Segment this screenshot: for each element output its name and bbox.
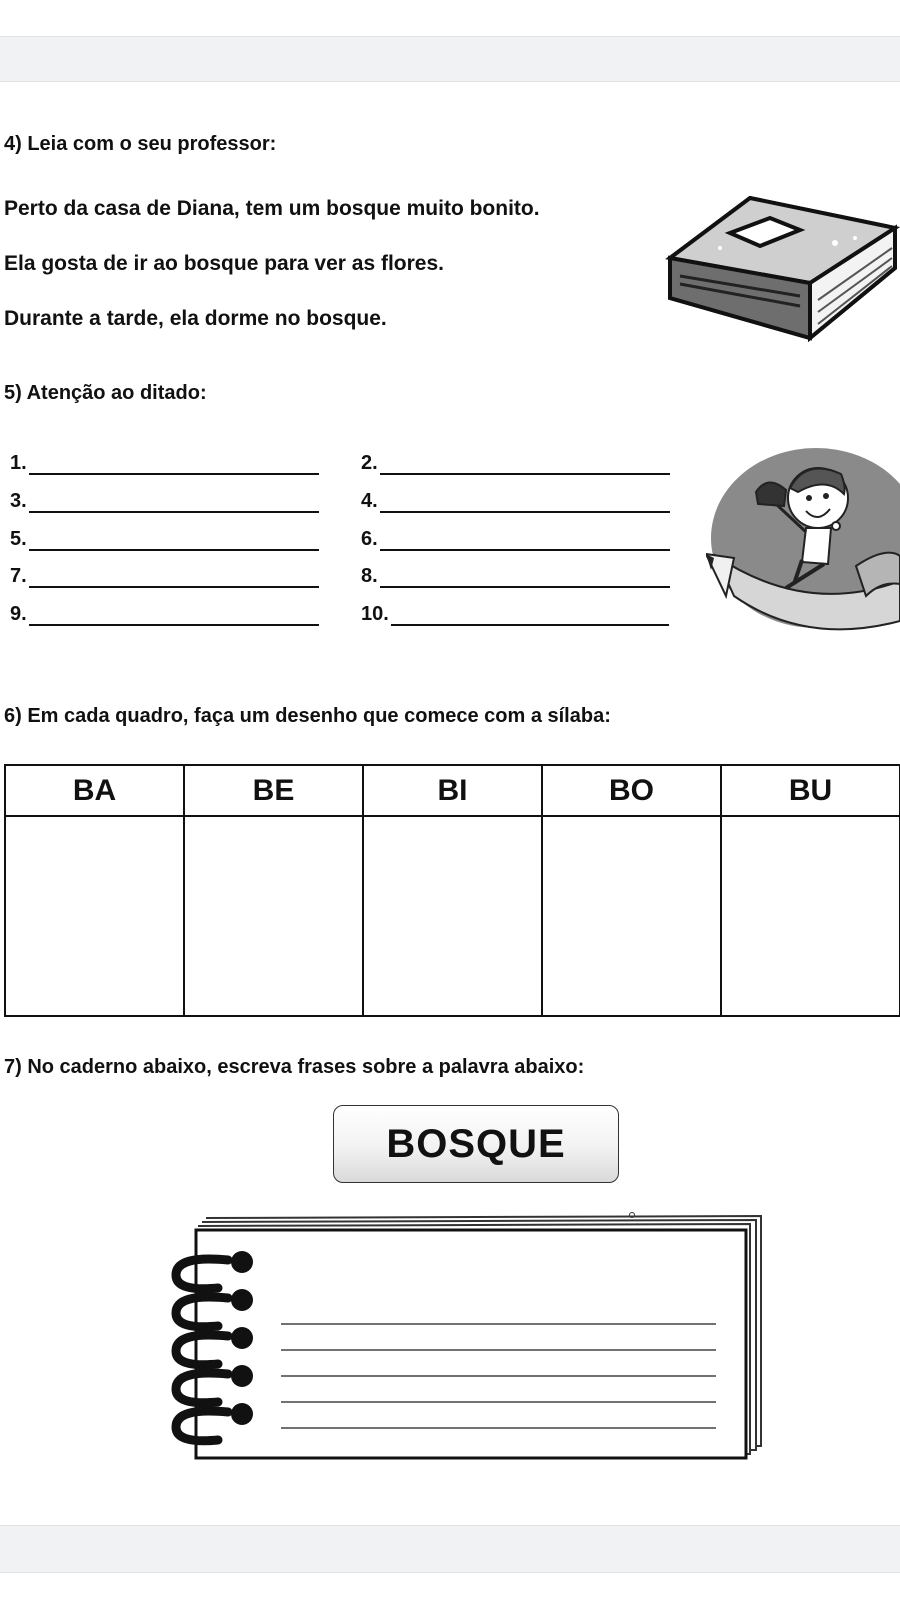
answer-line[interactable] (391, 606, 669, 626)
dictation-item-8 (361, 565, 670, 588)
bottom-toolbar-strip (0, 1525, 900, 1573)
dictation-number: 6. (361, 528, 378, 550)
answer-line[interactable] (29, 455, 319, 475)
dictation-item-6 (361, 528, 670, 551)
syllable-header: BO (542, 765, 721, 816)
spiral-notebook-icon (156, 1210, 776, 1472)
drawing-box[interactable] (184, 816, 363, 1016)
reading-line-3: Durante a tarde, ela dorme no bosque. (4, 307, 387, 330)
answer-line[interactable] (380, 455, 670, 475)
dictation-item-4 (361, 490, 670, 513)
question-6-title: 6) Em cada quadro, faça um desenho que comece com a sílaba: (4, 705, 611, 727)
question-7-title: 7) No caderno abaixo, escreva frases sobre a palavra abaixo: (4, 1056, 585, 1078)
answer-line[interactable] (380, 531, 670, 551)
answer-line[interactable] (29, 568, 319, 588)
answer-line[interactable] (380, 493, 670, 513)
drawing-box[interactable] (542, 816, 721, 1016)
reading-line-2: Ela gosta de ir ao bosque para ver as flores. (4, 252, 444, 275)
dictation-item-5 (10, 528, 319, 551)
dictation-item-9 (10, 603, 319, 626)
dictation-item-1 (10, 452, 319, 475)
question-5-title: 5) Atenção ao ditado: (4, 382, 207, 404)
top-toolbar-strip (0, 36, 900, 82)
dictation-number: 1. (10, 452, 27, 474)
dictation-number: 5. (10, 528, 27, 550)
word-box: BOSQUE (333, 1105, 619, 1183)
book-icon (660, 188, 900, 358)
dictation-number: 9. (10, 603, 27, 625)
dictation-number: 10. (361, 603, 389, 625)
dictation-item-3 (10, 490, 319, 513)
dictation-number: 2. (361, 452, 378, 474)
dictation-item-7 (10, 565, 319, 588)
drawing-box[interactable] (363, 816, 542, 1016)
answer-line[interactable] (29, 606, 319, 626)
answer-line[interactable] (29, 493, 319, 513)
dictation-number: 4. (361, 490, 378, 512)
boy-on-pencil-illustration (706, 446, 900, 632)
drawing-box[interactable] (721, 816, 900, 1016)
reading-line-1: Perto da casa de Diana, tem um bosque muito bonito. (4, 197, 540, 220)
syllable-header: BA (5, 765, 184, 816)
dictation-item-2 (361, 452, 670, 475)
dictation-item-10 (361, 603, 669, 626)
syllable-header: BI (363, 765, 542, 816)
syllable-header: BE (184, 765, 363, 816)
syllable-header: BU (721, 765, 900, 816)
answer-line[interactable] (29, 531, 319, 551)
dictation-number: 3. (10, 490, 27, 512)
dictation-number: 7. (10, 565, 27, 587)
answer-line[interactable] (380, 568, 670, 588)
drawing-box[interactable] (5, 816, 184, 1016)
question-4-title: 4) Leia com o seu professor: (4, 133, 277, 155)
syllable-drawing-table (4, 764, 900, 1017)
dictation-number: 8. (361, 565, 378, 587)
